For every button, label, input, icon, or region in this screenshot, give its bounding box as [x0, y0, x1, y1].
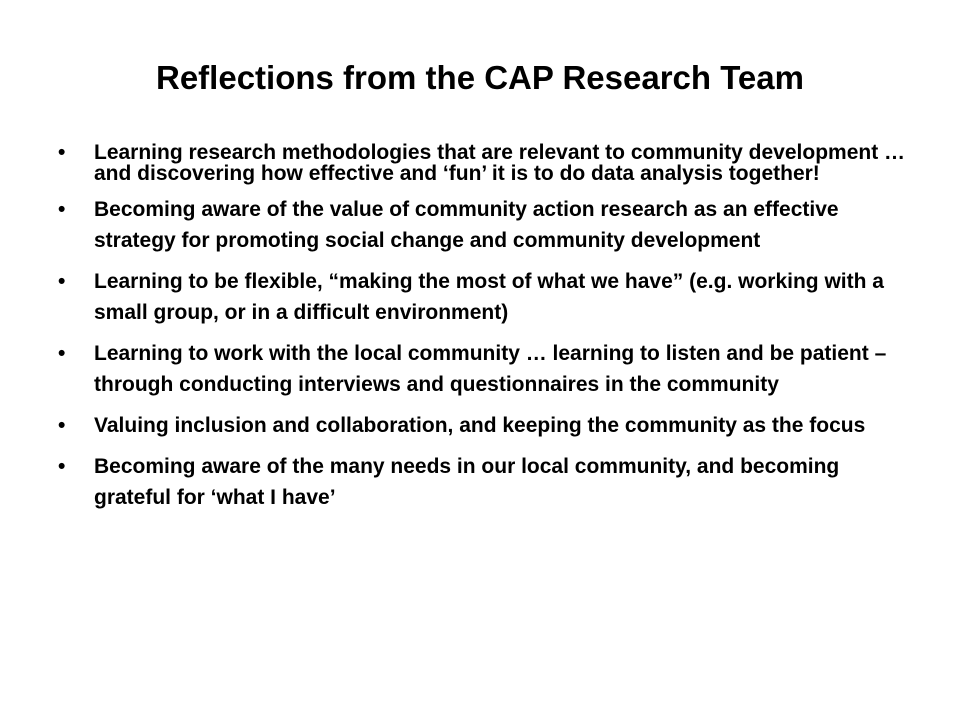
- bullet-dot: •: [58, 141, 66, 164]
- bullet-dot: •: [58, 270, 66, 293]
- bullet-dot: •: [58, 342, 66, 365]
- bullet-item: [58, 410, 908, 441]
- bullet-text: Becoming aware of the many needs in our local community, and becoming grateful for ‘what I have’: [94, 455, 840, 509]
- bullet-item: [58, 266, 908, 328]
- bullet-text: Becoming aware of the value of community action research as an effective strategy for promoting social change and community development: [94, 198, 839, 252]
- bullet-dot: •: [58, 455, 66, 478]
- bullet-text: Learning to work with the local community … learning to listen and be patient – through conducting interviews and questionnaires in the community: [94, 342, 887, 396]
- bullet-dot: •: [58, 198, 66, 221]
- bullet-text: Valuing inclusion and collaboration, and keeping the community as the focus: [94, 414, 866, 437]
- bullet-item: [58, 142, 908, 184]
- bullet-item: [58, 451, 908, 513]
- bullet-dot: •: [58, 414, 66, 437]
- bullet-text: Learning research methodologies that are relevant to community development … and discovering how effective and ‘fun’ it is to do data analysis together!: [94, 141, 906, 185]
- bullet-item: [58, 194, 908, 256]
- bullet-text: Learning to be flexible, “making the most of what we have” (e.g. working with a small group, or in a difficult environment): [94, 270, 884, 324]
- bullet-list: [58, 142, 908, 523]
- bullet-item: [58, 338, 908, 400]
- slide-title: Reflections from the CAP Research Team: [156, 59, 804, 96]
